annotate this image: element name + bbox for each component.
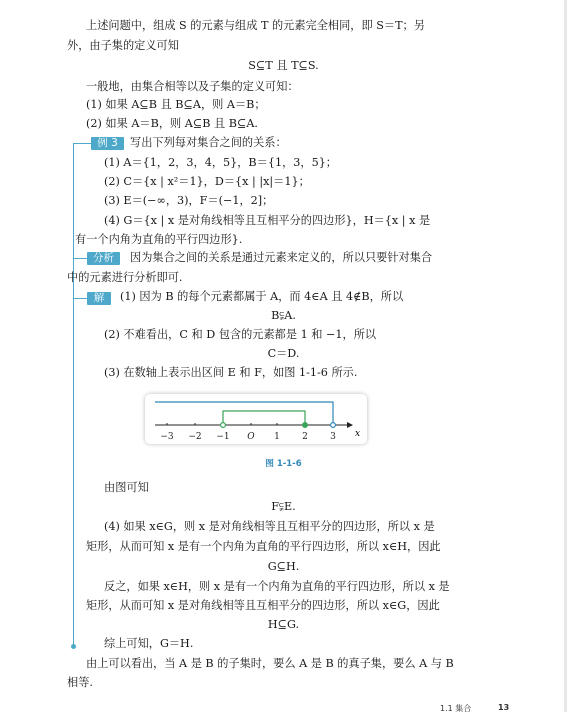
- formula-line: H⊆G.: [267, 618, 300, 631]
- number-line-figure: [145, 394, 367, 444]
- text-line: 反之，如果 x∈H，则 x 是有一个内角为直角的平行四边形，所以 x 是: [104, 580, 450, 593]
- text-line: 中的元素进行分析即可.: [67, 271, 183, 284]
- text-line: 矩形，从而可知 x 是对角线相等且互相平分的四边形，所以 x∈G，因此: [86, 599, 440, 612]
- footer-section: 1.1 集合: [440, 704, 472, 713]
- text-line: (4) G＝{x | x 是对角线相等且互相平分的四边形}，H＝{x | x 是: [104, 214, 431, 227]
- text-line: 写出下列每对集合之间的关系：: [130, 136, 287, 149]
- text-line: 由图可知: [104, 481, 149, 494]
- tick-label: 1: [274, 432, 280, 442]
- open-endpoint: [331, 423, 336, 428]
- tick-label: 2: [302, 432, 308, 442]
- interval-F-bracket: [223, 411, 305, 425]
- tick-label: 3: [330, 432, 336, 442]
- text-line: 外，由子集的定义可知: [67, 39, 179, 52]
- tick-label: O: [247, 432, 255, 442]
- text-line: 相等.: [67, 676, 93, 689]
- text-line: (2) 不难看出，C 和 D 包含的元素都是 1 和 −1，所以: [104, 328, 377, 341]
- tick-label: −3: [160, 432, 174, 442]
- text-line: 矩形，从而可知 x 是有一个内角为直角的平行四边形，所以 x∈H，因此: [86, 540, 441, 553]
- open-endpoint: [221, 423, 226, 428]
- tick-label: −1: [216, 432, 230, 442]
- text-line: (3) E＝(−∞，3)，F＝(−1，2]；: [104, 194, 274, 207]
- text-line: (2) C＝{x | x²＝1}，D＝{x | |x|＝1}；: [104, 175, 310, 188]
- text-line: (1) 因为 B 的每个元素都属于 A，而 4∈A 且 4∉B，所以: [120, 290, 404, 303]
- text-line: 由上可以看出，当 A 是 B 的子集时，要么 A 是 B 的真子集，要么 A 与 B: [86, 657, 454, 670]
- closed-endpoint: [303, 423, 308, 428]
- rule-tick: [73, 143, 91, 144]
- text-line: (2) 如果 A＝B，则 A⊆B 且 B⊆A.: [86, 117, 258, 130]
- text-line: 因为集合之间的关系是通过元素来定义的，所以只要针对集合: [130, 251, 433, 264]
- analysis-tag: 分析: [87, 252, 120, 265]
- text-line: 综上可知，G＝H.: [104, 637, 194, 650]
- number-line-svg: [145, 394, 367, 444]
- text-line: (1) 如果 A⊆B 且 B⊆A，则 A＝B；: [86, 98, 266, 111]
- solution-tag: 解: [87, 292, 111, 305]
- axis-ticks: [160, 423, 336, 442]
- text-line: 有一个内角为直角的平行四边形}.: [75, 233, 243, 246]
- formula-line: S⊆T 且 T⊆S.: [248, 59, 319, 72]
- text-line: 上述问题中，组成 S 的元素与组成 T 的元素完全相同，即 S＝T；另: [86, 19, 425, 32]
- figure-caption: 图 1-1-6: [265, 459, 302, 469]
- formula-line: F⫋E.: [271, 500, 296, 513]
- tick-label: −2: [188, 432, 202, 442]
- text-line: 一般地，由集合相等以及子集的定义可知：: [86, 80, 299, 93]
- text-line: (1) A＝{1，2，3，4，5}，B＝{1，3，5}；: [104, 156, 337, 169]
- formula-line: B⫋A.: [271, 309, 296, 322]
- page-number: 13: [498, 703, 510, 712]
- formula-line: C＝D.: [267, 347, 300, 360]
- axis-label: x: [355, 429, 361, 439]
- text-line: (4) 如果 x∈G，则 x 是对角线相等且互相平分的四边形，所以 x 是: [104, 520, 435, 533]
- text-line: (3) 在数轴上表示出区间 E 和 F，如图 1-1-6 所示.: [104, 366, 358, 379]
- example-tag: 例 3: [91, 137, 124, 150]
- interval-E-bracket: [155, 402, 333, 425]
- axis-arrow-icon: [347, 422, 353, 428]
- rule-end-dot: [71, 644, 76, 649]
- formula-line: G⊆H.: [267, 560, 300, 573]
